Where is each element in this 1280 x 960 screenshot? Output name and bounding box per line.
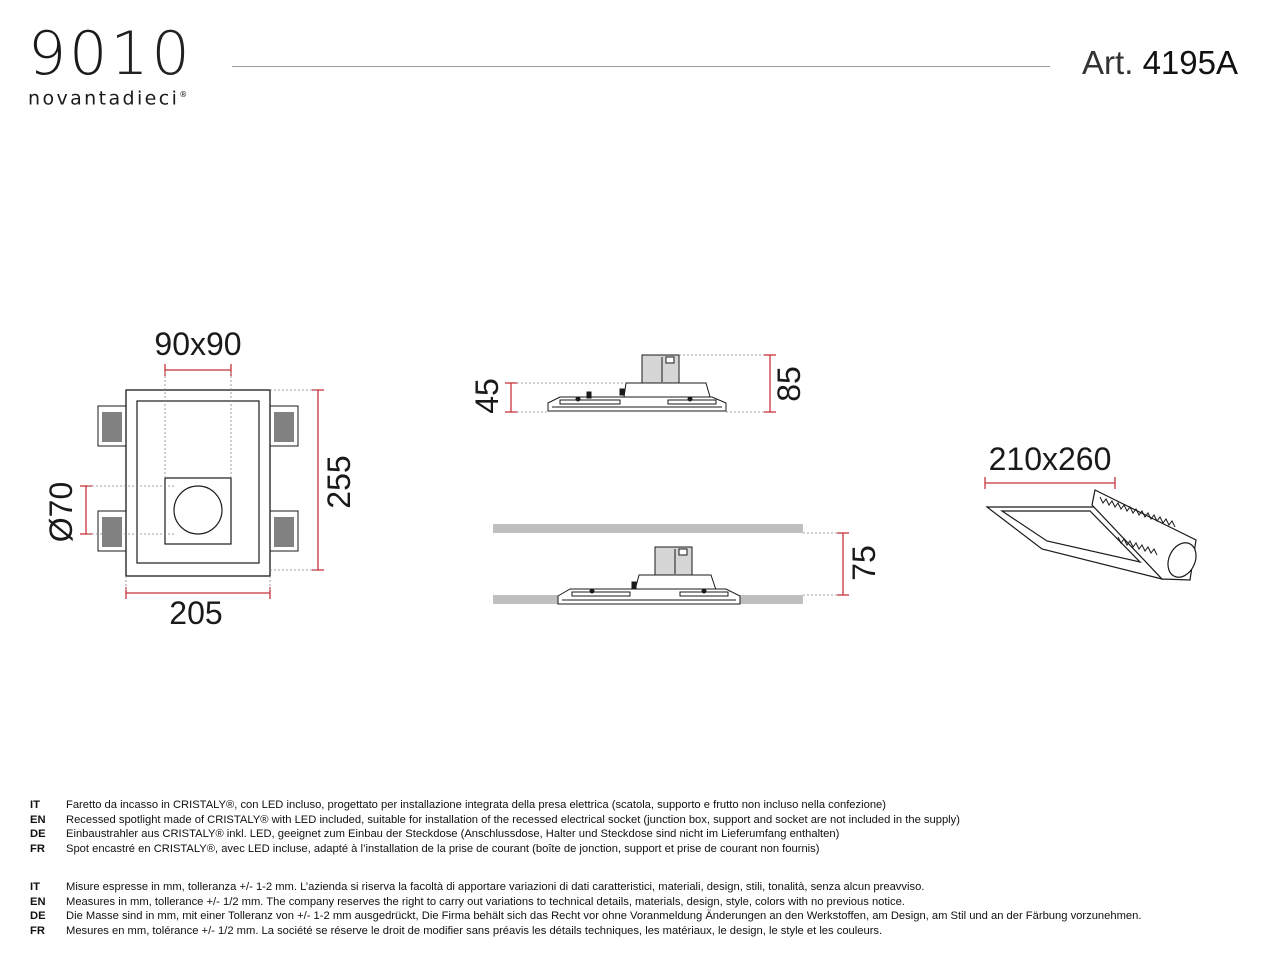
label-85: 85	[771, 366, 807, 402]
top-view-outer-frame	[126, 390, 270, 576]
disclaimer-row-de	[30, 909, 1141, 924]
label-205: 205	[169, 595, 223, 631]
logo-number-thin: 10	[110, 19, 193, 89]
disclaimer-row-en	[30, 895, 1141, 910]
label-255: 255	[321, 455, 357, 509]
lang-code: FR	[30, 842, 45, 855]
lang-code: IT	[30, 881, 40, 893]
article-prefix: Art.	[1082, 44, 1134, 81]
description-notes	[30, 798, 960, 856]
description-row-fr	[30, 842, 960, 857]
description-row-it	[30, 798, 960, 813]
disclaimer-text: Die Masse sind in mm, mit einer Tolleranz von +/- 1-2 mm ausgedrückt, Die Firma behält sich das Recht vor ohne Voranmeldung Änderungen an den Werkstoffen, am Design, am Stil und an der Färbung vorzunehmen.	[66, 910, 1142, 923]
perspective-dimension-lines	[985, 477, 1115, 489]
lang-code: DE	[30, 828, 46, 841]
installed-extension-lines	[803, 533, 844, 595]
top-view-dimension-lines	[80, 364, 324, 599]
lang-code: EN	[30, 895, 46, 908]
perspective-view	[987, 490, 1201, 582]
disclaimer-text: Misure espresse in mm, tolleranza +/- 1-2 mm. L’azienda si riserva la facoltà di apportare variazioni di dati caratteristici, materiali, design, stili, tonalità, senza alcun preavviso.	[66, 881, 925, 893]
mounting-tab-top-left	[98, 406, 126, 446]
mounting-tab-top-right	[270, 406, 298, 446]
installed-view	[493, 524, 803, 604]
mounting-tab-bottom-right	[270, 511, 298, 551]
lang-code: IT	[30, 799, 40, 811]
top-view-spot-hole	[174, 486, 222, 534]
lang-code: EN	[30, 813, 46, 826]
lang-code: FR	[30, 924, 45, 937]
logo-wordmark-text: novantadieci	[28, 87, 180, 110]
installed-housing	[635, 575, 716, 590]
disclaimer-text: Measures in mm, tollerance +/- 1/2 mm. The company reserves the right to carry out variations to technical details, materials, design, style, colors with no previous notice.	[66, 895, 905, 908]
top-view-inner-frame	[137, 401, 259, 563]
disclaimer-text: Mesures en mm, tolérance +/- 1/2 mm. La société se réserve le droit de modifier sans préavis les détails techniques, les matériaux, le design, le style et les couleurs.	[66, 924, 883, 937]
top-view-extension-lines	[88, 372, 316, 591]
disclaimer-row-it	[30, 880, 1141, 895]
description-text: Einbaustrahler aus CRISTALY® inkl. LED, geeignet zum Einbau der Steckdose (Anschlussdose, Halter und Steckdose sind nicht im Lieferumfang enthalten)	[66, 828, 840, 841]
label-90x90: 90x90	[154, 326, 242, 362]
mounting-tab-bottom-left	[98, 511, 126, 551]
top-view	[98, 390, 298, 576]
description-row-de	[30, 827, 960, 842]
article-code: 4195A	[1142, 44, 1238, 81]
logo-number-bold: 90	[28, 19, 111, 89]
label-45: 45	[469, 378, 505, 414]
ceiling-top-slab	[493, 524, 803, 533]
lang-code: DE	[30, 910, 46, 923]
label-75: 75	[846, 545, 882, 581]
label-diameter-70: Ø70	[43, 481, 79, 543]
description-text: Recessed spotlight made of CRISTALY® with LED included, suitable for installation of the recessed electrical socket (junction box, support and socket are not included in the supply)	[66, 813, 960, 826]
side-view-housing	[624, 383, 710, 397]
label-210x260: 210x260	[988, 441, 1112, 477]
description-text: Spot encastré en CRISTALY®, avec LED incluse, adapté à l’installation de la prise de courant (boîte de jonction, support et prise de courant non fournis)	[66, 842, 820, 855]
description-text: Faretto da incasso in CRISTALY®, con LED incluso, progettato per installazione integrata della presa elettrica (scatola, supporto e frutto non incluso nella confezione)	[66, 799, 886, 811]
disclaimer-notes	[30, 880, 1141, 938]
registered-mark: ®	[179, 90, 188, 99]
ceiling-bottom-left	[493, 595, 559, 604]
description-row-en	[30, 813, 960, 828]
ceiling-bottom-right	[738, 595, 803, 604]
disclaimer-row-fr	[30, 924, 1141, 939]
